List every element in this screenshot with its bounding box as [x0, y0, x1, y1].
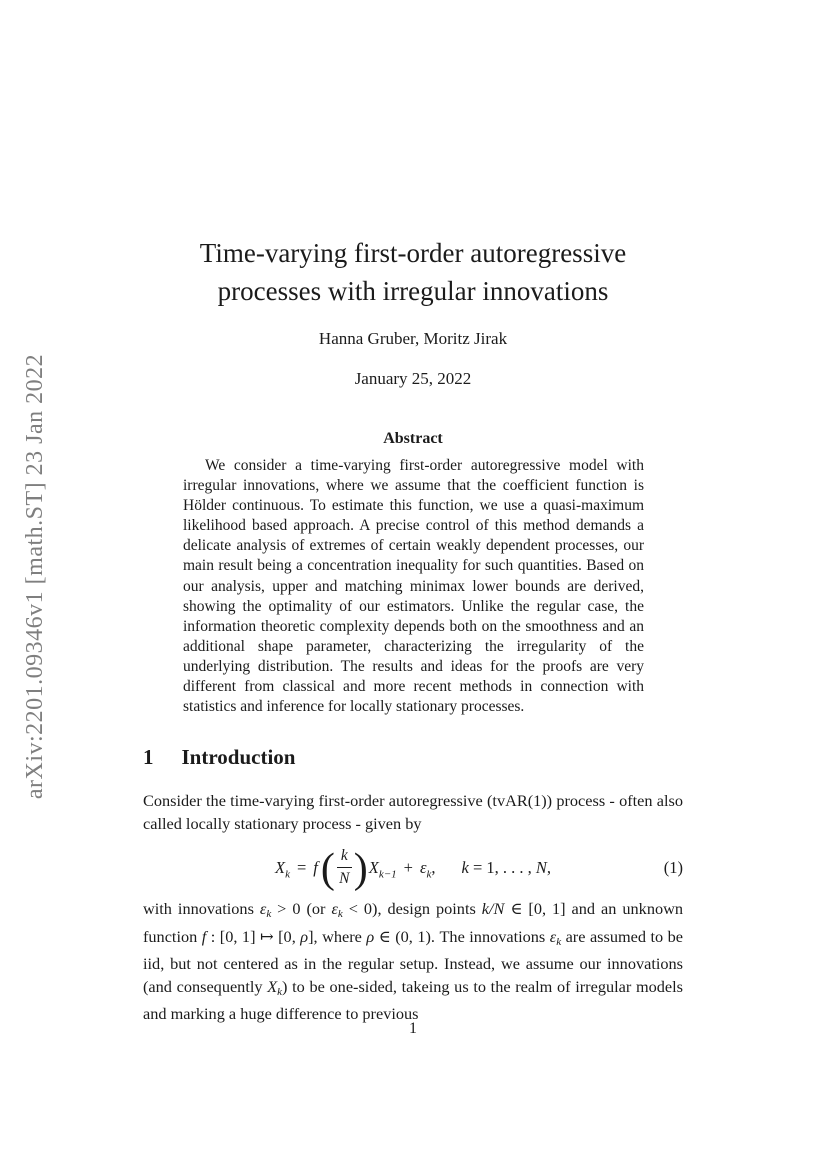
- equation-comma: ,: [431, 858, 436, 877]
- right-paren: ): [353, 846, 368, 893]
- coefficient-function: f: [313, 858, 318, 877]
- section-heading-introduction: [143, 744, 295, 770]
- section-number: 1: [143, 745, 154, 769]
- paper-title: [143, 234, 683, 310]
- equation-lhs-variable: X: [274, 858, 286, 877]
- plus-sign: +: [403, 858, 413, 877]
- equation-1: [143, 839, 683, 897]
- paper-content: [143, 0, 683, 1169]
- equals-sign: =: [296, 858, 307, 877]
- innovation-subscript: k: [426, 868, 432, 881]
- authors: Hanna Gruber, Moritz Jirak: [318, 329, 508, 348]
- equation-rhs-variable: X: [368, 858, 379, 877]
- abstract-text: We consider a time-varying first-order autoregressive model with irregular innovations, where we assume that the coefficient function is Hölder continuous. To estimate this function, we use a quasi-maximum likelihood based approach. A precise control of this method demands a delicate analysis of extremes of certain weakly dependent processes, our main result being a concentration inequality for such quantities. Based on our analysis, upper and matching minimax lower bounds are derived, showing the optimality of our estimators. Unlike the regular case, the information theoretic complexity depends both on the smoothness and an additional shape parameter, characterizing the irregularity of the underlying distribution. The results and ideas for the proofs are very different from classical and more recent methods in connection with statistics and inference for locally stationary processes.: [183, 457, 644, 716]
- intro-paragraph-1: Consider the time-varying first-order autoregressive (tvAR(1)) process - often also called locally stationary process - given by: [143, 791, 683, 833]
- page-number: 1: [409, 1020, 417, 1037]
- equation-number: (1): [663, 858, 683, 877]
- left-paren: (: [320, 846, 335, 893]
- abstract-heading: Abstract: [383, 430, 443, 447]
- arxiv-watermark: arXiv:2201.09346v1 [math.ST] 23 Jan 2022: [22, 353, 48, 800]
- equation-lhs-subscript: k: [285, 868, 290, 881]
- fraction-k-over-N: [337, 847, 352, 888]
- intro-paragraph-2: with innovations εk > 0 (or εk < 0), design points k/N ∈ [0, 1] and an unknown function f : [0, 1] ↦ [0, ρ], where ρ ∈ (0, 1). The innovations εk are assumed to be iid, but not centered as in the regular setup. Instead, we assume our innovations (and consequently Xk) to be one-sided, takeing us to the realm of irregular models and marking a huge difference to previous: [143, 899, 684, 1023]
- equation-rhs-subscript: k−1: [378, 868, 397, 881]
- publication-date: January 25, 2022: [354, 369, 472, 388]
- fraction-denominator: N: [339, 869, 350, 887]
- paper-title-line-2: processes with irregular innovations: [217, 276, 609, 306]
- innovation-variable: ε: [419, 858, 427, 877]
- paper-title-line-1: Time-varying first-order autoregressive: [199, 238, 627, 268]
- equation-body: [274, 846, 552, 893]
- fraction-numerator: k: [337, 847, 352, 868]
- index-range: k = 1, . . . , N,: [461, 858, 552, 877]
- section-title: Introduction: [181, 745, 296, 769]
